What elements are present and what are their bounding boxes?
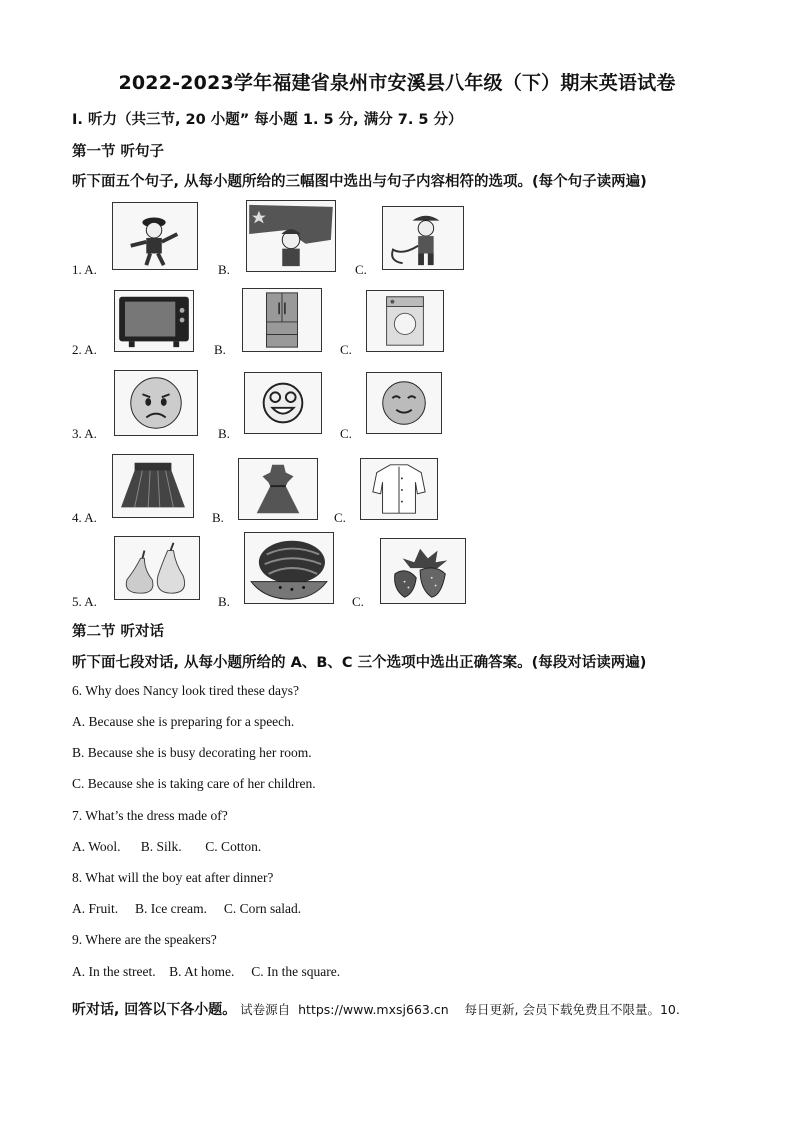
q4-label-c: C. [334,510,346,525]
dress-icon [239,459,317,519]
q3-label-b: B. [218,426,230,441]
q2-option-c-picture [366,290,444,352]
watermelon-icon [245,533,333,603]
q9-question: 9. Where are the speakers? [72,932,217,947]
q2-option-a-picture [114,290,194,352]
part-heading: Ⅰ. 听力（共三节, 20 小题” 每小题 1. 5 分, 满分 7. 5 分） [72,112,463,128]
skirt-icon [113,455,193,517]
television-icon [115,291,193,351]
q6-option-c: C. Because she is taking care of her children. [72,776,316,791]
page-title: 2022-2023学年福建省泉州市安溪县八年级（下）期末英语试卷 [118,72,676,94]
grinning-face-icon [245,373,321,433]
traffic-police-icon [113,203,197,269]
q3-option-b-picture [244,372,322,434]
section1-instructions: 听下面五个句子, 从每小题所给的三幅图中选出与句子内容相符的选项。(每个句子读两遍) [72,174,647,190]
q3-label-a: 3. A. [72,426,97,441]
q8-options: A. Fruit. B. Ice cream. C. Corn salad. [72,901,302,916]
q3-label-c: C. [340,426,352,441]
q4-option-a-picture [112,454,194,518]
q7-question: 7. What’s the dress made of? [72,808,228,823]
q1-label-b: B. [218,262,230,277]
soldier-flag-icon [247,201,335,271]
q1-label-c: C. [355,262,367,277]
q6-option-b: B. Because she is busy decorating her room. [72,745,312,760]
q4-option-b-picture [238,458,318,520]
q5-option-b-picture [244,532,334,604]
footer-heading: 听对话, 回答以下各小题。 [72,1002,237,1018]
q2-option-b-picture [242,288,322,352]
section2-instructions: 听下面七段对话, 从每小题所给的 A、B、C 三个选项中选出正确答案。(每段对话读两遍) [72,655,647,671]
strawberries-icon [381,539,465,603]
sad-face-icon [115,371,197,435]
q1-label-a: 1. A. [72,262,97,277]
firefighter-icon [383,207,463,269]
q4-label-b: B. [212,510,224,525]
q4-label-a: 4. A. [72,510,97,525]
q7-options: A. Wool. B. Silk. C. Cotton. [72,839,262,854]
q2-label-b: B. [214,342,226,357]
q9-options: A. In the street. B. At home. C. In the square. [72,964,341,979]
q5-option-a-picture [114,536,200,600]
smiling-face-icon [367,373,441,433]
q6-question: 6. Why does Nancy look tired these days? [72,683,299,698]
q6-option-a: A. Because she is preparing for a speech. [72,714,295,729]
section2-title: 第二节 听对话 [72,624,165,640]
washing-machine-icon [367,291,443,351]
q3-option-c-picture [366,372,442,434]
q2-label-c: C. [340,342,352,357]
q5-label-c: C. [352,594,364,609]
q1-option-c-picture [382,206,464,270]
section1-title: 第一节 听句子 [72,144,165,160]
q5-option-c-picture [380,538,466,604]
footer-source: 试卷源自 https://www.mxsj663.cn 每日更新, 会员下载免费且不限量。10. [236,1002,680,1017]
shirt-icon [361,459,437,519]
q8-question: 8. What will the boy eat after dinner? [72,870,274,885]
q5-label-a: 5. A. [72,594,97,609]
q2-label-a: 2. A. [72,342,97,357]
pears-icon [115,537,199,599]
footer-line [72,999,680,1019]
refrigerator-icon [243,289,321,351]
q5-label-b: B. [218,594,230,609]
q1-option-b-picture [246,200,336,272]
q3-option-a-picture [114,370,198,436]
q1-option-a-picture [112,202,198,270]
q4-option-c-picture [360,458,438,520]
